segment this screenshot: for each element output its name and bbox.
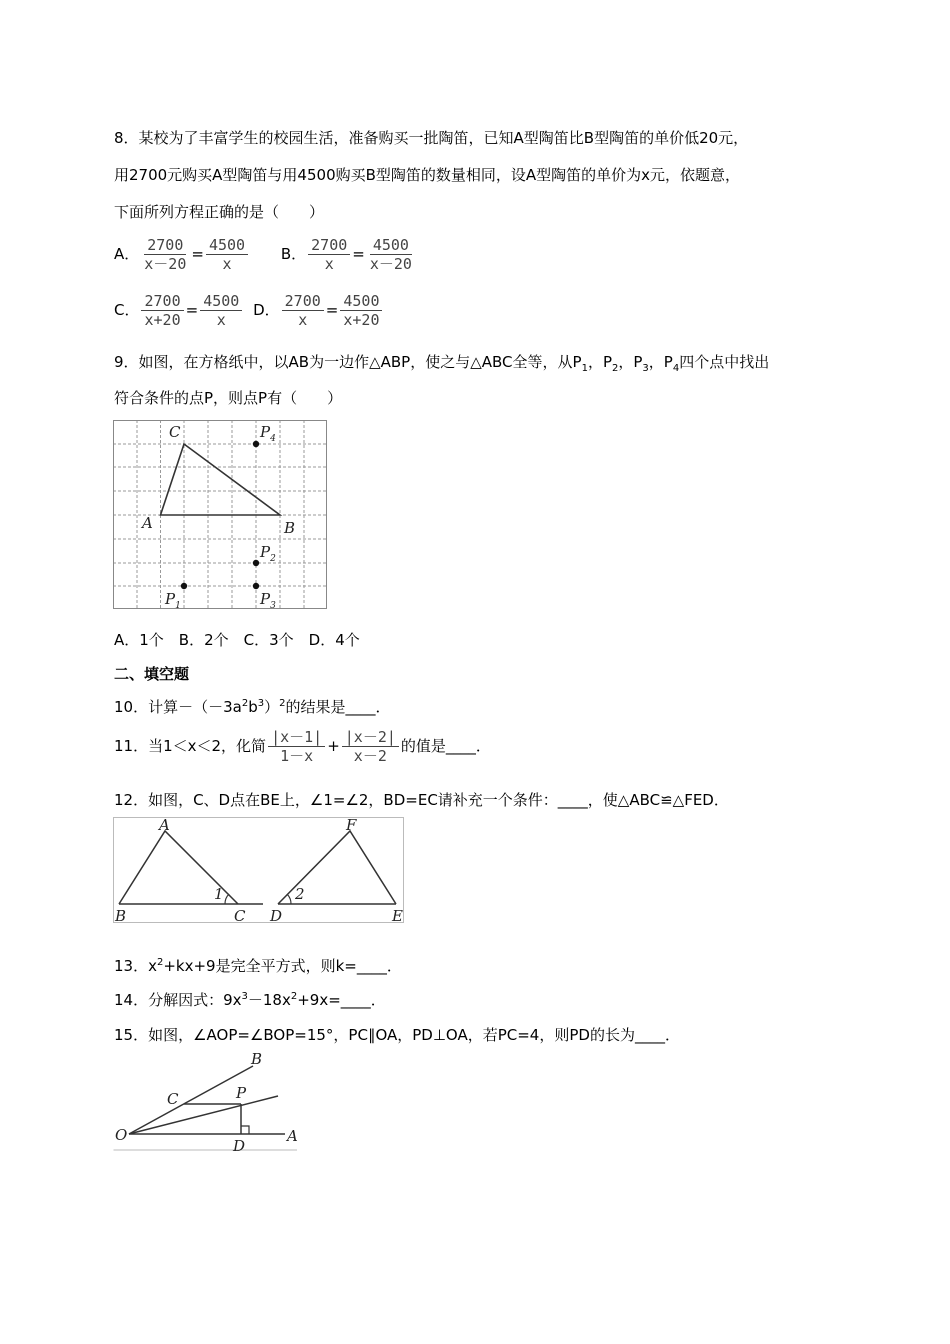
fraction <box>200 292 242 329</box>
q14-text: +9x=____． <box>297 991 386 1009</box>
equals: = <box>185 301 199 319</box>
label-f: F <box>346 816 357 834</box>
denominator: x <box>298 311 308 329</box>
q14 <box>114 990 386 1010</box>
numerator: 2700 <box>308 236 350 255</box>
label-p4: $P_4$ <box>260 423 276 444</box>
superscript: 2 <box>156 957 164 968</box>
label-b: B <box>284 519 296 537</box>
label-p3: $P_3$ <box>260 590 276 611</box>
fraction <box>282 292 324 329</box>
subscript: 1 <box>581 363 588 374</box>
q11 <box>114 728 491 765</box>
q9-text: ，P <box>648 353 673 371</box>
denominator: x <box>324 255 334 273</box>
denominator: x <box>222 255 232 273</box>
label-a: A <box>159 816 170 834</box>
q9-text: 四个点中找出 <box>679 353 770 371</box>
label-p: P <box>236 1084 247 1102</box>
figure-border <box>114 818 404 923</box>
numerator: 2700 <box>141 292 183 311</box>
ray-ob <box>129 1066 253 1134</box>
denominator: x <box>216 311 226 329</box>
numerator: 2700 <box>144 236 186 255</box>
q8-line1: 8．某校为了丰富学生的校园生活，准备购买一批陶笛，已知A型陶笛比B型陶笛的单价低20元， <box>114 129 749 147</box>
fraction <box>141 236 189 273</box>
q8-option-b-label: B． <box>280 245 307 263</box>
q8-options-row1 <box>114 236 417 273</box>
q8-option-d[interactable] <box>253 292 384 329</box>
q10 <box>114 697 391 717</box>
label-d: D <box>233 1137 246 1155</box>
label-b: B <box>251 1050 263 1068</box>
label-b: B <box>115 907 127 925</box>
q9-line1 <box>114 352 769 372</box>
label-d: D <box>270 907 283 925</box>
superscript: 2 <box>279 698 286 709</box>
label-e: E <box>392 907 403 925</box>
label-angle-1: 1 <box>214 885 224 903</box>
point-p1 <box>181 583 187 589</box>
numerator: 4500 <box>370 236 412 255</box>
label-p1: $P_1$ <box>165 590 181 611</box>
fraction <box>340 292 382 329</box>
numerator: 4500 <box>200 292 242 311</box>
equals: = <box>191 245 204 263</box>
q15-figure <box>113 1050 303 1155</box>
q8-option-c[interactable] <box>114 292 244 329</box>
q10-text: 10．计算－（－3a <box>114 698 242 716</box>
angle-2-arc <box>287 894 291 904</box>
numerator: 2700 <box>282 292 324 311</box>
q14-text: 14．分解因式：9x <box>114 991 242 1009</box>
label-a: A <box>287 1127 298 1145</box>
q8-option-c-label: C． <box>114 301 140 319</box>
numerator: 4500 <box>340 292 382 311</box>
q10-text: b <box>248 698 258 716</box>
point-p4 <box>253 441 259 447</box>
label-c: C <box>169 423 181 441</box>
subscript: 3 <box>642 363 649 374</box>
q9-grid-figure <box>113 420 329 610</box>
denominator: x－20 <box>369 255 412 273</box>
q9-line2: 符合条件的点P，则点P有（ ） <box>114 389 343 407</box>
q8-option-d-label: D． <box>253 301 280 319</box>
fraction <box>308 236 350 273</box>
q13 <box>114 956 402 976</box>
equals: = <box>352 245 365 263</box>
q8-line3: 下面所列方程正确的是（ ） <box>114 203 325 221</box>
superscript: 2 <box>241 698 249 709</box>
label-angle-2: 2 <box>295 885 305 903</box>
superscript: 3 <box>241 991 248 1002</box>
subscript: 4 <box>672 363 680 374</box>
numerator: 4500 <box>206 236 248 255</box>
fraction <box>268 728 325 765</box>
plus-sign: + <box>327 737 340 755</box>
q9-text: ，P <box>587 353 612 371</box>
denominator: 1－x <box>280 747 314 765</box>
label-c: C <box>167 1090 179 1108</box>
fraction <box>206 236 248 273</box>
fraction <box>141 292 183 329</box>
q10-text: ） <box>264 698 280 716</box>
q13-text: 13．x <box>114 957 157 975</box>
point-p3 <box>253 583 259 589</box>
q8-option-a-label: A． <box>114 245 140 263</box>
right-angle-mark <box>241 1126 249 1134</box>
q8-options-row2 <box>114 292 384 329</box>
superscript: 3 <box>257 698 265 709</box>
label-o: O <box>115 1126 128 1144</box>
label-c: C <box>234 907 246 925</box>
numerator: |x－1| <box>268 728 325 747</box>
label-p2: $P_2$ <box>260 543 276 564</box>
numerator: |x－2| <box>342 728 399 747</box>
q12-text: 12．如图，C、D点在BE上，∠1=∠2，BD=EC请补充一个条件：____，使△ABC≌△FED． <box>114 791 729 809</box>
ray-op <box>129 1096 278 1134</box>
q11-text: 的值是____． <box>400 737 491 755</box>
q12-figure <box>113 817 405 925</box>
q15-text: 15．如图，∠AOP=∠BOP=15°，PC∥OA，PD⊥OA，若PC=4，则PD的长为____． <box>114 1026 680 1044</box>
q9-options: A．1个 B．2个 C．3个 D．4个 <box>114 631 360 649</box>
q10-text: 的结果是____． <box>285 698 391 716</box>
q8-option-b[interactable] <box>281 236 417 273</box>
equals: = <box>325 301 339 319</box>
q11-text: 11．当1＜x＜2，化简 <box>114 737 267 755</box>
point-p2 <box>253 560 259 566</box>
angle-1-arc <box>225 894 229 904</box>
denominator: x－2 <box>353 747 387 765</box>
triangle-abc <box>161 444 281 515</box>
fraction <box>367 236 415 273</box>
fraction <box>342 728 399 765</box>
q8-line2: 用2700元购买A型陶笛与用4500购买B型陶笛的数量相同，设A型陶笛的单价为x元，依题意， <box>114 166 741 184</box>
q14-text: －18x <box>247 991 291 1009</box>
subscript: 2 <box>612 363 619 374</box>
q9-text: ，P <box>618 353 643 371</box>
q8-option-a[interactable] <box>114 236 250 273</box>
denominator: x+20 <box>343 311 380 329</box>
label-a: A <box>142 514 153 532</box>
denominator: x－20 <box>144 255 187 273</box>
q13-text: +kx+9是完全平方式，则k=____． <box>163 957 402 975</box>
superscript: 2 <box>290 991 298 1002</box>
denominator: x+20 <box>144 311 181 329</box>
q9-text: 9．如图，在方格纸中，以AB为一边作△ABP，使之与△ABC全等，从P <box>114 353 582 371</box>
section-heading: 二、填空题 <box>114 665 190 683</box>
